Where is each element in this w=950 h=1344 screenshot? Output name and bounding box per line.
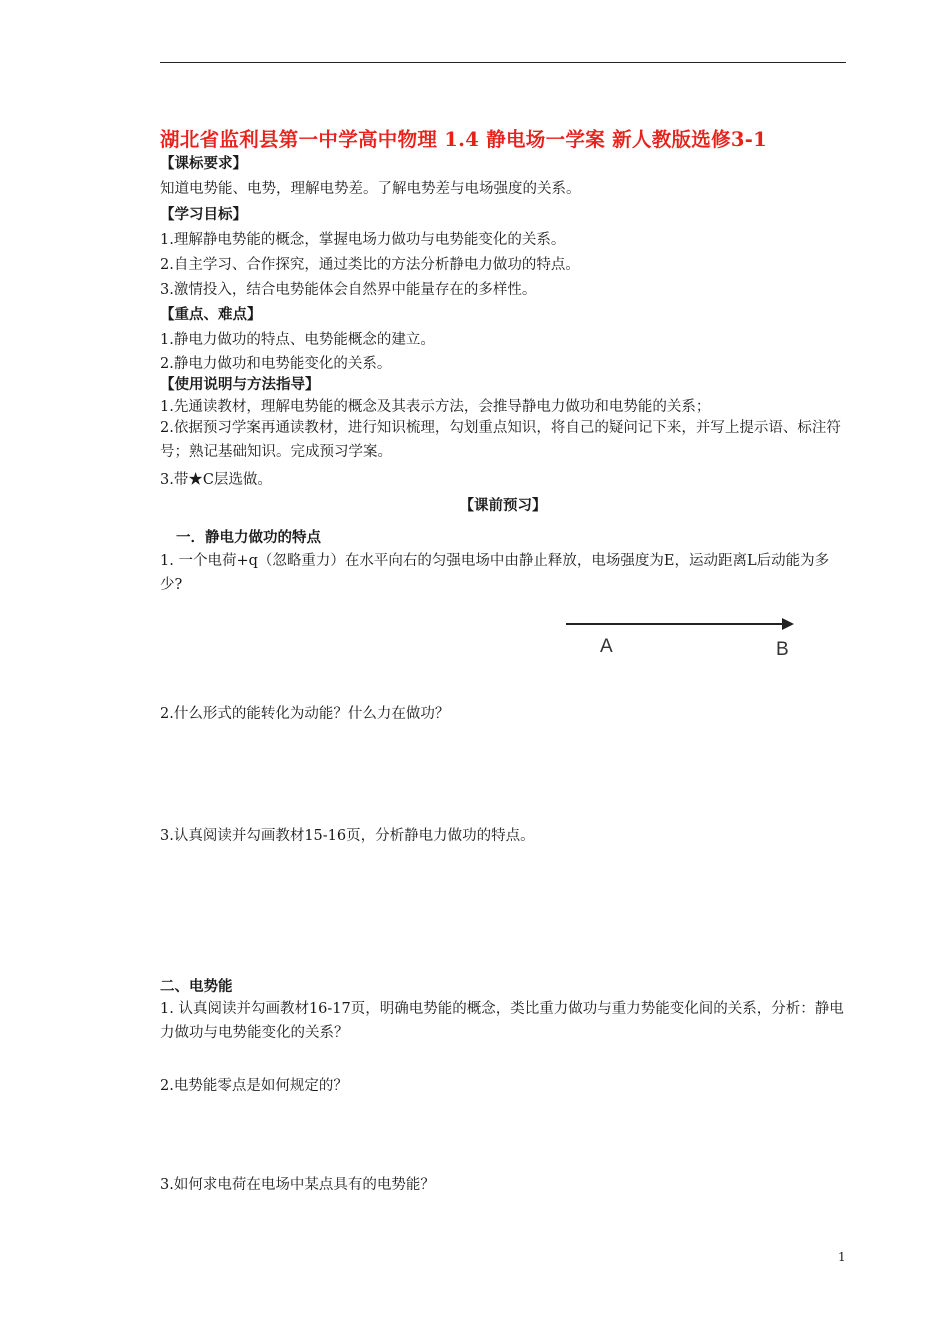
- part2-question-3: 3.如何求电荷在电场中某点具有的电势能？: [160, 1177, 435, 1193]
- part1-heading: 一．静电力做功的特点: [176, 530, 321, 546]
- part2-question-2: 2.电势能零点是如何规定的？: [160, 1078, 348, 1094]
- keypoints-heading: 【重点、难点】: [160, 307, 262, 323]
- goal-item: 1.理解静电势能的概念，掌握电场力做功与电势能变化的关系。: [160, 232, 566, 248]
- part1-question-3: 3.认真阅读并勾画教材15-16页，分析静电力做功的特点。: [160, 828, 535, 844]
- goal-item: 2.自主学习、合作探究，通过类比的方法分析静电力做功的特点。: [160, 257, 580, 273]
- point-b-label: B: [776, 639, 789, 660]
- usage-item: 3.带★C层选做。: [160, 472, 272, 488]
- point-a-label: A: [600, 636, 613, 657]
- preview-heading: 【课前预习】: [459, 498, 547, 514]
- page-number: 1: [838, 1250, 846, 1264]
- arrowhead-icon: [782, 618, 794, 630]
- keypoint-item: 1.静电力做功的特点、电势能概念的建立。: [160, 332, 435, 348]
- part2-heading: 二、电势能: [160, 979, 233, 995]
- usage-heading: 【使用说明与方法指导】: [160, 377, 320, 393]
- document-title: 湖北省监利县第一中学高中物理 1.4 静电场一学案 新人教版选修3-1: [160, 128, 768, 151]
- goal-item: 3.激情投入，结合电势能体会自然界中能量存在的多样性。: [160, 282, 537, 298]
- part2-question-1: 1. 认真阅读并勾画教材16-17页，明确电势能的概念，类比重力做功与重力势能变化间的关系，分析：静电力做功与电势能变化的关系？: [160, 1001, 844, 1041]
- part1-question-2: 2.什么形式的能转化为动能？什么力在做功？: [160, 706, 450, 722]
- standard-text: 知道电势能、电势，理解电势差。了解电势差与电场强度的关系。: [160, 181, 581, 197]
- usage-item: 1.先通读教材，理解电势能的概念及其表示方法，会推导静电力做功和电势能的关系；: [160, 399, 711, 415]
- part1-question-1: 1. 一个电荷+q（忽略重力）在水平向右的匀强电场中由静止释放，电场强度为E，运动距离L后动能为多少?: [160, 553, 830, 593]
- standard-heading: 【课标要求】: [160, 156, 247, 172]
- goals-heading: 【学习目标】: [160, 207, 247, 223]
- usage-item: 2.依据预习学案再通读教材，进行知识梳理，勾划重点知识，将自己的疑问记下来，并写上提示语、标注符号；熟记基础知识。完成预习学案。: [160, 420, 841, 460]
- header-rule: [160, 62, 846, 63]
- field-line-diagram: [562, 612, 802, 672]
- keypoint-item: 2.静电力做功和电势能变化的关系。: [160, 356, 392, 372]
